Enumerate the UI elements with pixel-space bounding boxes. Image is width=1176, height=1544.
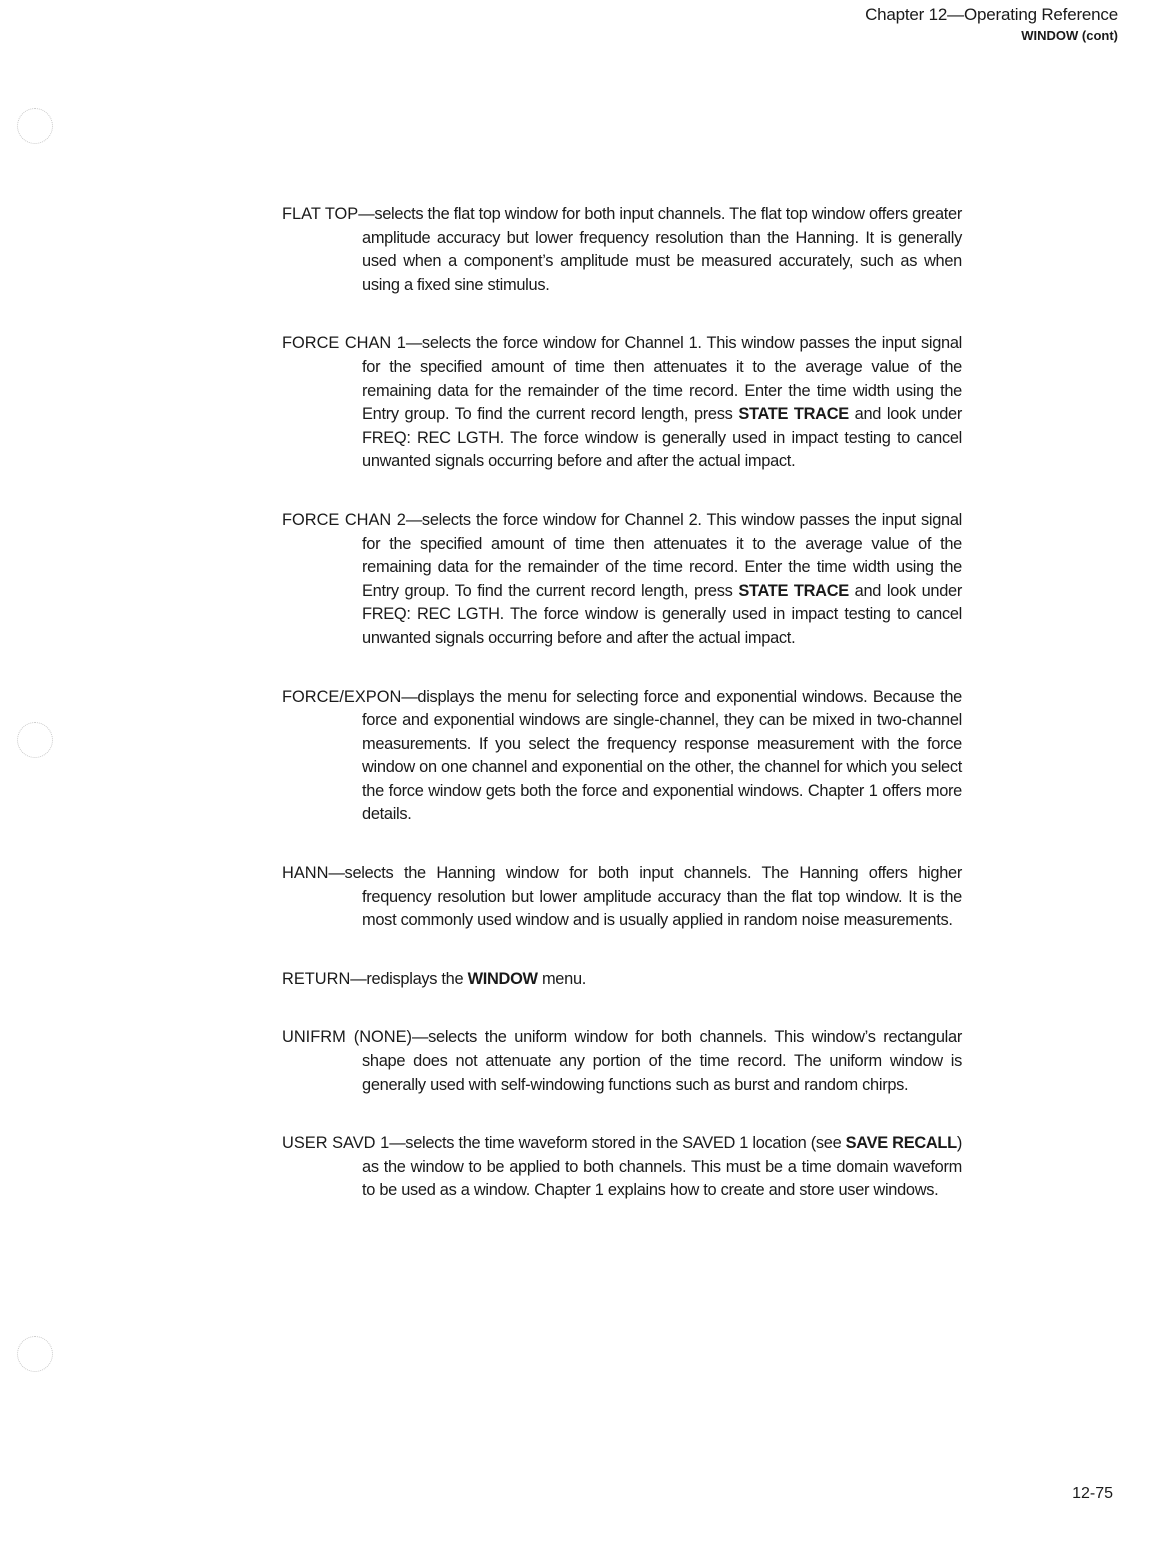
description-part-a: —redisplays the bbox=[350, 969, 468, 988]
description-part-a: —selects the force window for Channel 2. This window passes the input signal for the specified amount of time then attenuates it to the average value of the remaining data for the remainder of the time record. Enter the time width using the Entry group. To find the current record length, press bbox=[362, 510, 962, 600]
key-reference: SAVE RECALL bbox=[845, 1134, 957, 1153]
entry-force-chan-1 bbox=[282, 332, 962, 474]
description-part-b: menu. bbox=[537, 969, 587, 988]
entry-force-expon bbox=[282, 686, 962, 828]
term-force-chan-2: FORCE CHAN 2 bbox=[282, 510, 406, 529]
entry-user-savd-1 bbox=[282, 1132, 962, 1203]
key-reference: STATE TRACE bbox=[738, 405, 849, 424]
binder-hole-bottom bbox=[17, 1336, 53, 1372]
description: —selects the uniform window for both channels. This window’s rectangular shape does not attenuate any portion of the time record. The uniform window is generally used with self-windowing functions such as burst and random chirps. bbox=[362, 1028, 962, 1094]
entry-flat-top bbox=[282, 203, 962, 297]
description-part-b: ) as the window to be applied to both channels. This must be a time domain waveform to be used as a window. Chapter 1 explains how to create and store user windows. bbox=[362, 1134, 962, 1200]
binder-hole-middle bbox=[17, 722, 53, 758]
key-reference: WINDOW bbox=[467, 969, 538, 988]
description: —selects the flat top window for both input channels. The flat top window offers greater amplitude accuracy but lower frequency resolution than the Hanning. It is generally used when a component’s amplitude must be measured accurately, such as when using a fixed sine stimulus. bbox=[358, 205, 962, 294]
term-force-chan-1: FORCE CHAN 1 bbox=[282, 334, 406, 353]
description: —selects the Hanning window for both input channels. The Hanning offers higher frequency resolution but lower amplitude accuracy than the flat top window. It is the most commonly used window and is usually applied in random noise measurements. bbox=[328, 864, 962, 930]
description: —displays the menu for selecting force and exponential windows. Because the force and exponential windows are single-channel, they can be mixed in two-channel measurements. If you select the frequency response measurement with the force window on one channel and exponential on the other, the channel for which you select the force window gets both the force and exponential windows. Chapter 1 offers more details. bbox=[362, 687, 962, 824]
softkey-definitions bbox=[282, 203, 962, 1238]
term-user-savd-1: USER SAVD 1 bbox=[282, 1134, 390, 1153]
binder-hole-top bbox=[17, 108, 53, 144]
entry-force-chan-2 bbox=[282, 509, 962, 651]
term-unifrm-none: UNIFRM (NONE) bbox=[282, 1028, 413, 1047]
chapter-title: Chapter 12—Operating Reference bbox=[865, 5, 1118, 24]
description-part-a: —selects the time waveform stored in the SAVED 1 location (see bbox=[389, 1134, 846, 1153]
page-header bbox=[865, 4, 1118, 46]
page-number: 12-75 bbox=[1072, 1485, 1113, 1502]
entry-unifrm-none bbox=[282, 1026, 962, 1097]
entry-hann bbox=[282, 862, 962, 933]
term-force-expon: FORCE/EXPON bbox=[282, 687, 402, 706]
section-title: WINDOW (cont) bbox=[1021, 28, 1118, 43]
description-part-b: and look under FREQ: REC LGTH. The force window is generally used in impact testing to cancel unwanted signals occurring before and after the actual impact. bbox=[362, 405, 962, 471]
entry-return bbox=[282, 968, 962, 992]
key-reference: STATE TRACE bbox=[738, 581, 849, 600]
term-return: RETURN bbox=[282, 969, 351, 988]
term-flat-top: FLAT TOP bbox=[282, 205, 359, 223]
description-part-b: and look under FREQ: REC LGTH. The force window is generally used in impact testing to cancel unwanted signals occurring before and after the actual impact. bbox=[362, 581, 962, 647]
description-part-a: —selects the force window for Channel 1. This window passes the input signal for the specified amount of time then attenuates it to the average value of the remaining data for the remainder of the time record. Enter the time width using the Entry group. To find the current record length, press bbox=[362, 334, 962, 424]
term-hann: HANN bbox=[282, 864, 329, 883]
